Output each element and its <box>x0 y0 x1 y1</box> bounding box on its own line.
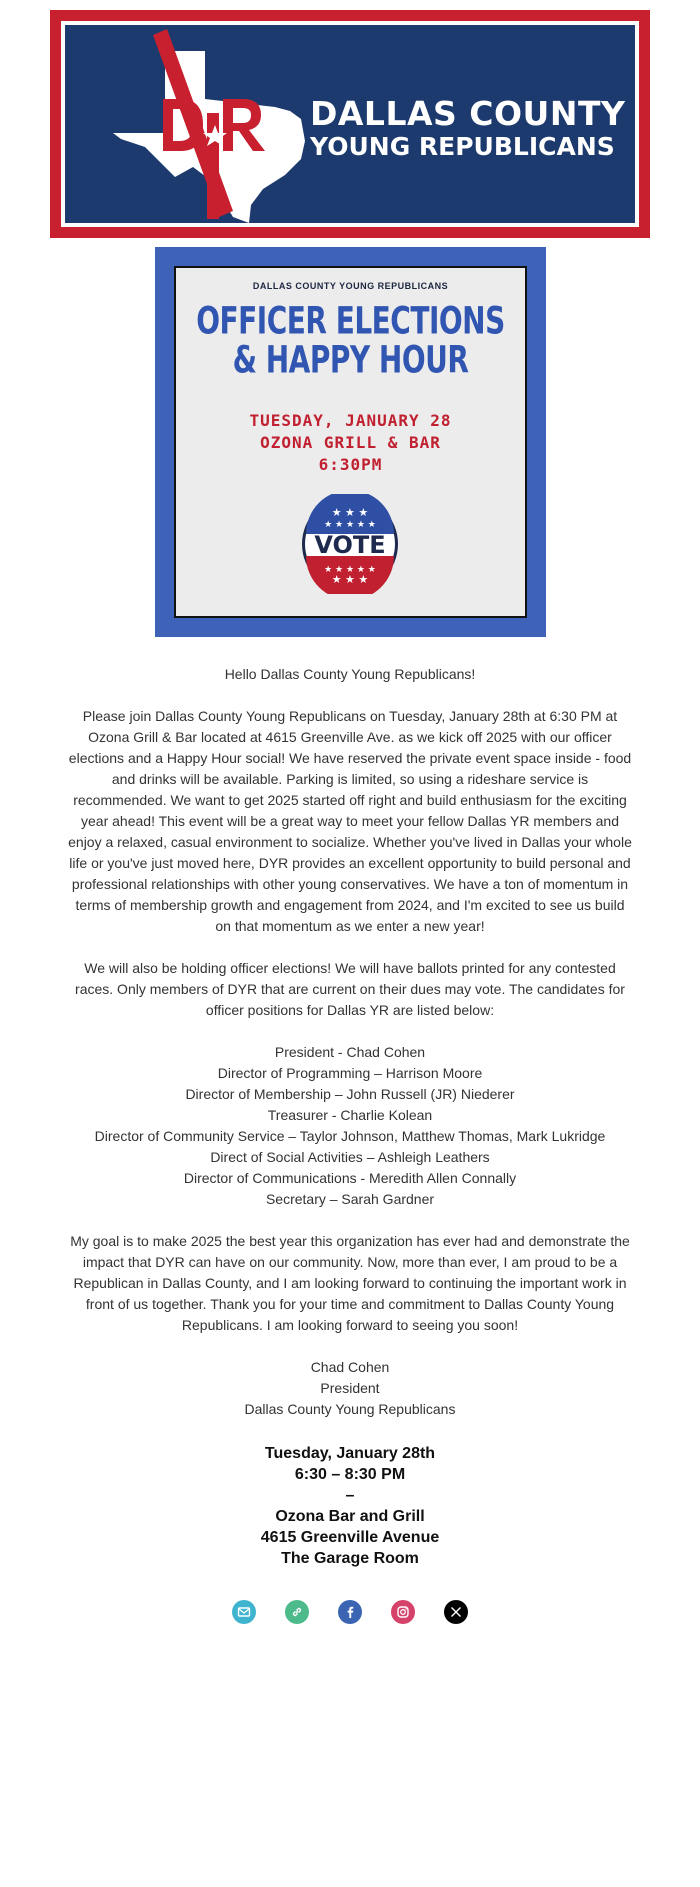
candidate-item: Direct of Social Activities – Ashleigh Leathers <box>210 1149 490 1165</box>
link-icon[interactable] <box>285 1600 309 1624</box>
event-venue: Ozona Bar and Grill <box>275 1508 425 1525</box>
candidate-item: Director of Communications - Meredith Allen Connally <box>183 1170 517 1186</box>
candidate-item: President - Chad Cohen <box>274 1044 426 1060</box>
flyer-date: TUESDAY, JANUARY 28 <box>249 411 452 430</box>
candidate-item: Secretary – Sarah Gardner <box>265 1191 435 1207</box>
candidate-item: Treasurer - Charlie Kolean <box>267 1107 433 1123</box>
vote-badge-text: VOTE <box>314 531 386 559</box>
closing-paragraph: My goal is to make 2025 the best year this organization has ever had and demonstrate the impact that DYR can have on our community. Now, more than ever, I am proud to be a Republican in Dallas County, and I am looking forward to continuing the important work in front of us together. Thank you for your time and commitment to Dallas County Young Republicans. I am looking forward to seeing you soon! <box>70 1233 630 1333</box>
signature-org: Dallas County Young Republicans <box>244 1401 456 1417</box>
event-separator: – <box>345 1487 355 1504</box>
instagram-icon[interactable] <box>391 1600 415 1624</box>
svg-text:★ ★ ★ ★ ★: ★ ★ ★ ★ ★ <box>324 565 376 575</box>
facebook-icon[interactable] <box>338 1600 362 1624</box>
email-icon[interactable] <box>232 1600 256 1624</box>
candidate-item: Director of Programming – Harrison Moore <box>217 1065 483 1081</box>
event-time: 6:30 – 8:30 PM <box>294 1466 406 1483</box>
event-flyer <box>155 247 546 637</box>
dyr-texas-logo <box>105 29 325 225</box>
x-icon[interactable] <box>444 1600 468 1624</box>
banner-background <box>65 25 635 223</box>
signature-name: Chad Cohen <box>310 1359 390 1375</box>
flyer-title <box>176 298 525 383</box>
signature-title: President <box>320 1380 380 1396</box>
email-body <box>68 664 632 1420</box>
event-summary <box>68 1443 632 1569</box>
banner-border <box>61 21 639 227</box>
event-address: 4615 Greenville Avenue <box>260 1529 440 1546</box>
flyer-card <box>174 266 527 618</box>
intro-paragraph: Please join Dallas County Young Republicans on Tuesday, January 28th at 6:30 PM at Ozona Grill & Bar located at 4615 Greenville Ave. as we kick off 2025 with our officer elections and a Happy Hour social! We have reserved the private event space inside - food and drinks will be available. Parking is limited, so using a rideshare service is recommended. We want to get 2025 started off right and build enthusiasm for the exciting year ahead! This event will be a great way to meet your fellow Dallas YR members and enjoy a relaxed, casual environment to socialize. Whether you've lived in Dallas your whole life or you've just moved here, DYR provides an excellent opportunity to build personal and professional relationships with other young conservatives. We have a ton of momentum in terms of membership growth and engagement from 2024, and I'm excited to see us build on that momentum as we enter a new year! <box>68 708 632 934</box>
signature <box>68 1357 632 1420</box>
flyer-title-line-2: & HAPPY HOUR <box>232 337 469 383</box>
brand-line-2: YOUNG REPUBLICANS <box>310 132 615 161</box>
flyer-venue: OZONA GRILL & BAR <box>260 433 441 452</box>
flyer-title-line-1: OFFICER ELECTIONS <box>196 298 505 343</box>
svg-text:★ ★ ★: ★ ★ ★ <box>331 573 369 586</box>
candidate-item: Director of Membership – John Russell (JR) Niederer <box>185 1086 515 1102</box>
svg-text:★ ★ ★: ★ ★ ★ <box>331 506 369 519</box>
vote-badge-icon <box>300 494 400 594</box>
header-banner <box>50 10 650 238</box>
social-links <box>0 1600 700 1624</box>
flyer-details <box>176 410 525 476</box>
candidate-item: Director of Community Service – Taylor Johnson, Matthew Thomas, Mark Lukridge <box>94 1128 606 1144</box>
greeting: Hello Dallas County Young Republicans! <box>224 666 476 682</box>
brand-title <box>310 94 626 161</box>
event-room: The Garage Room <box>281 1550 419 1567</box>
candidate-list <box>68 1042 632 1210</box>
event-date: Tuesday, January 28th <box>264 1445 436 1462</box>
flyer-time: 6:30PM <box>318 455 383 474</box>
svg-text:★ ★ ★ ★ ★: ★ ★ ★ ★ ★ <box>324 520 376 530</box>
flyer-org-name: DALLAS COUNTY YOUNG REPUBLICANS <box>252 281 449 291</box>
elections-paragraph: We will also be holding officer elections! We will have ballots printed for any contested races. Only members of DYR that are current on their dues may vote. The candidates for officer positions for Dallas YR are listed below: <box>75 960 625 1018</box>
brand-line-1: DALLAS COUNTY <box>310 94 626 133</box>
